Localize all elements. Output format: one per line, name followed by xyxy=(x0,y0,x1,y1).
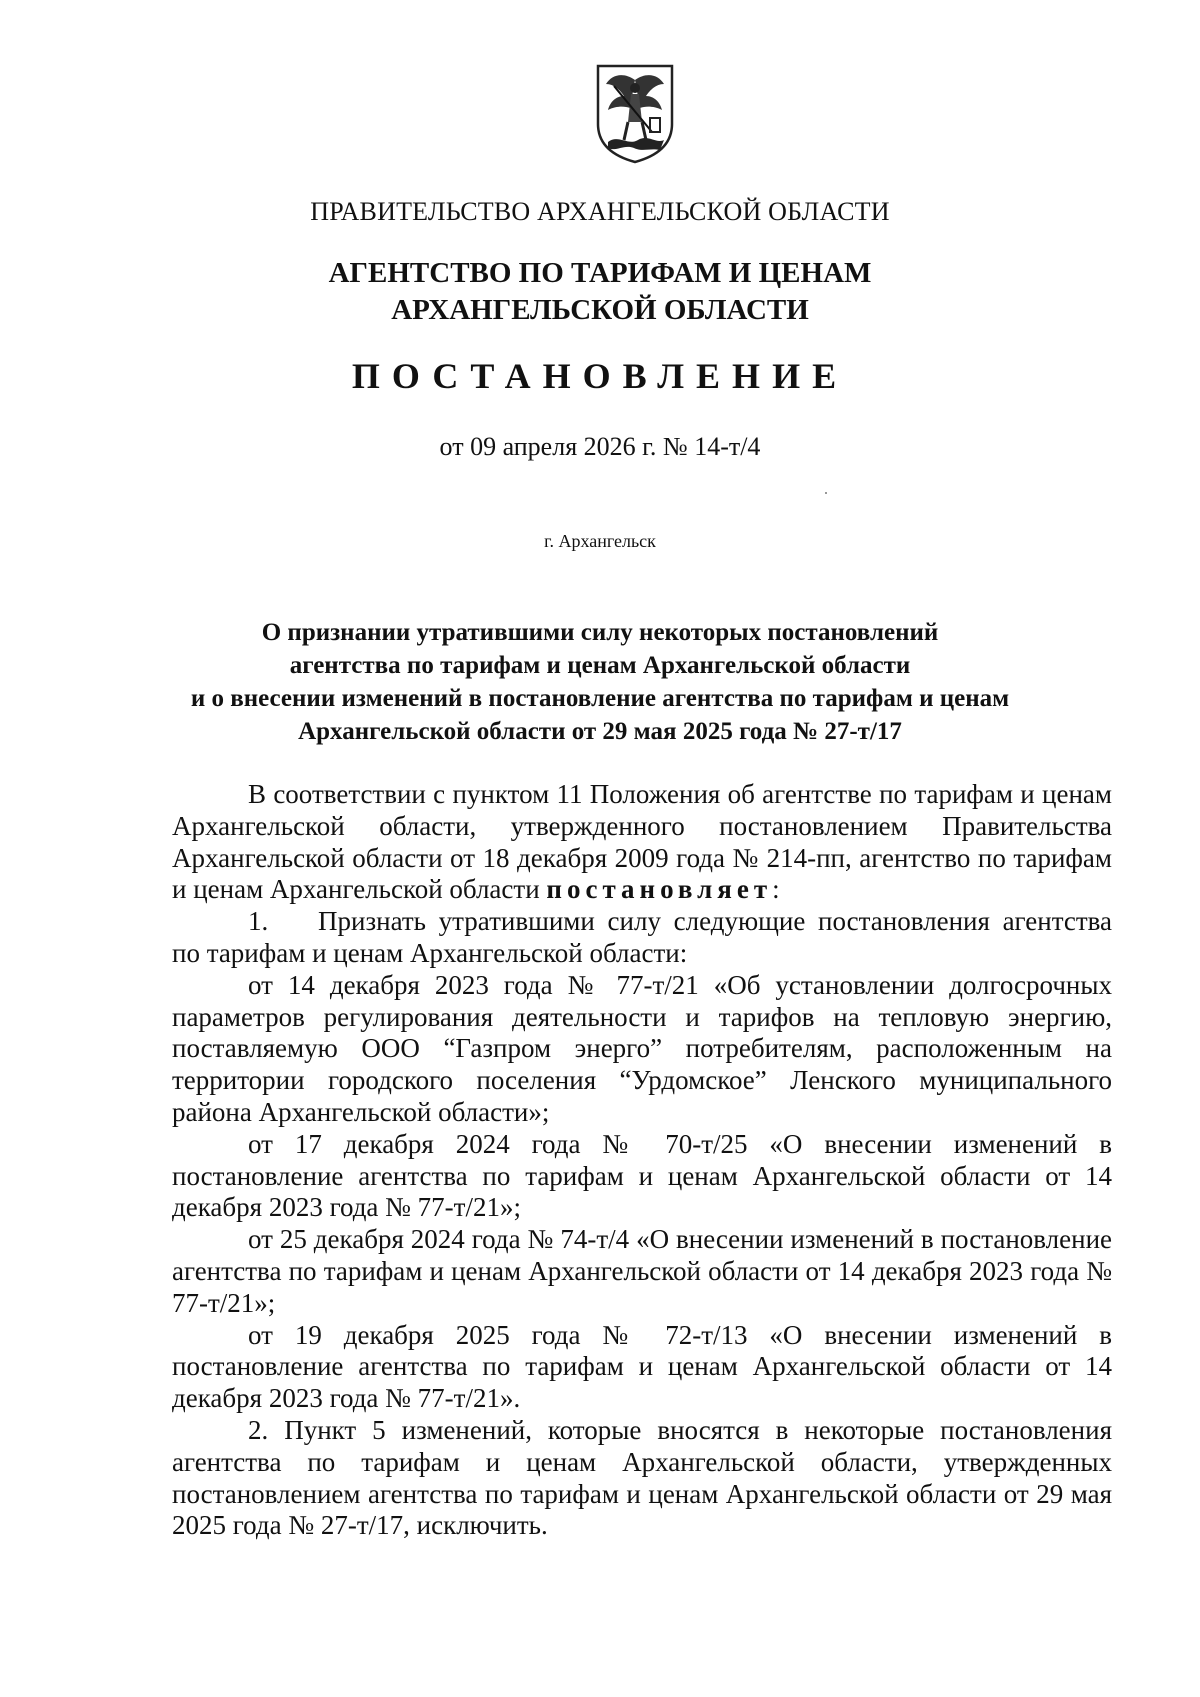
document-city: г. Архангельск xyxy=(544,531,656,551)
title-line-2: агентства по тарифам и ценам Архангельской области xyxy=(289,652,911,679)
item-2-paragraph: 2. Пункт 5 изменений, которые вносятся в некоторые постановления агентства по тарифам и ценам Архангельской области, утвержденных постановлением агентства по тарифам и ценам Архангельской области от 29 мая 2025 года № 27-т/17, исключить. xyxy=(172,1414,1112,1541)
agency-name-line-1: АГЕНТСТВО ПО ТАРИФАМ И ЦЕНАМ xyxy=(328,257,872,289)
document-title xyxy=(0,616,1200,748)
decides-colon: : xyxy=(772,874,780,905)
preamble-paragraph xyxy=(172,779,1112,906)
title-line-1: О признании утратившими силу некоторых постановлений xyxy=(261,619,939,646)
title-line-4: Архангельской области от 29 мая 2025 года № 27-т/17 xyxy=(298,718,902,745)
item-1-text: Признать утратившими силу следующие постановления агентства по тарифам и ценам Архангельской области: xyxy=(172,906,1112,968)
item-1-subitem-c: от 25 декабря 2024 года № 74-т/4 «О внесении изменений в постановление агентства по тарифам и ценам Архангельской области от 14 декабря 2023 года № 77-т/21»; xyxy=(172,1224,1112,1318)
agency-name xyxy=(0,255,1200,329)
government-name: ПРАВИТЕЛЬСТВО АРХАНГЕЛЬСКОЙ ОБЛАСТИ xyxy=(310,197,890,226)
item-1-paragraph xyxy=(172,906,1112,970)
item-1-subitem-d: от 19 декабря 2025 года № 72-т/13 «О внесении изменений в постановление агентства по тарифам и ценам Архангельской области от 14 декабря 2023 года № 77-т/21». xyxy=(172,1319,1112,1414)
item-1-number: 1. xyxy=(248,906,269,937)
decides-word: постановляет xyxy=(546,874,773,905)
scan-speck xyxy=(825,492,827,494)
document-body xyxy=(172,779,1112,1542)
preamble-text: В соответствии с пунктом 11 Положения об агентстве по тарифам и ценам Архангельской области, утвержденного постановлением Правительства Архангельской области от 18 декабря 2009 года № 214-пп, агентство по тарифам и ценам Архангельской области xyxy=(172,779,1112,905)
document-date-number: от 09 апреля 2026 г. № 14-т/4 xyxy=(439,432,761,461)
coat-of-arms-icon xyxy=(594,62,676,166)
agency-name-line-2: АРХАНГЕЛЬСКОЙ ОБЛАСТИ xyxy=(391,294,809,326)
item-1-subitem-a: от 14 декабря 2023 года № 77-т/21 «Об установлении долгосрочных параметров регулирования деятельности и тарифов на тепловую энергию, поставляемую ООО “Газпром энерго” потребителям, расположенным на территории городского поселения “Урдомское” Ленского муниципального района Архангельской области»; xyxy=(172,969,1112,1127)
document-type: ПОСТАНОВЛЕНИЕ xyxy=(351,356,849,396)
title-line-3: и о внесении изменений в постановление агентства по тарифам и ценам xyxy=(190,685,1010,712)
item-1-subitem-b: от 17 декабря 2024 года № 70-т/25 «О внесении изменений в постановление агентства по тарифам и ценам Архангельской области от 14 декабря 2023 года № 77-т/21»; xyxy=(172,1128,1112,1223)
